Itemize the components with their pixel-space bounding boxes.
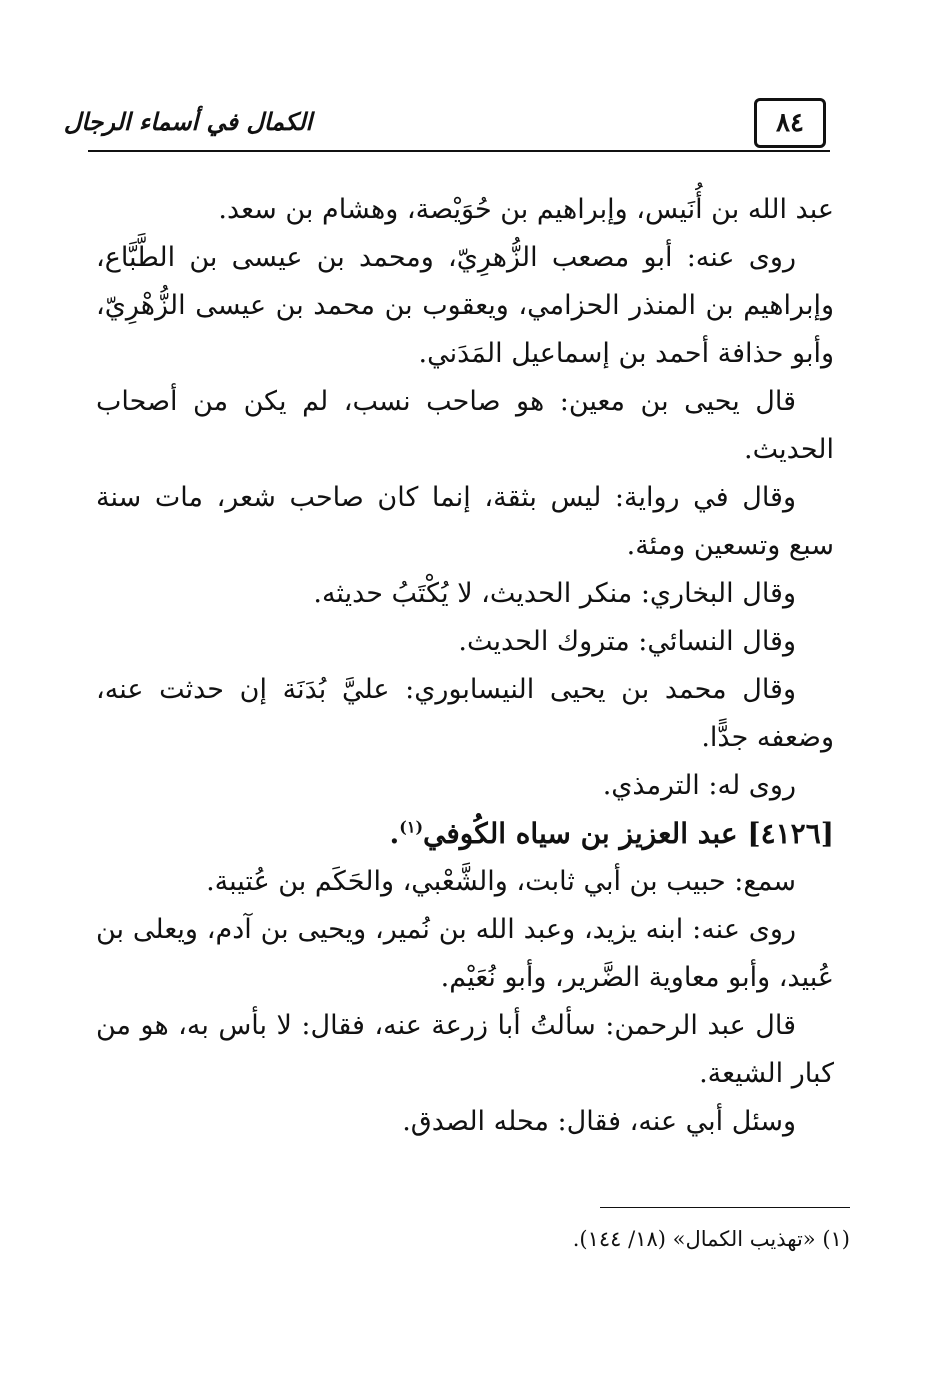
paragraph: وقال محمد بن يحيى النيسابوري: عليَّ بُدَنَة إن حدثت عنه، وضعفه جدًّا. — [96, 674, 834, 753]
paragraph: وسئل أبي عنه، فقال: محله الصدق. — [402, 1106, 796, 1137]
footnote-separator — [600, 1207, 850, 1208]
paragraph: روى له: الترمذي. — [602, 770, 796, 801]
book-title: الكمال في أسماء الرجال — [63, 106, 313, 136]
paragraph: قال عبد الرحمن: سألتُ أبا زرعة عنه، فقال: لا بأس به، هو من كبار الشيعة. — [96, 1010, 834, 1089]
footnote-reference[interactable]: (١) — [399, 817, 424, 837]
paragraph: عبد الله بن أُنَيس، وإبراهيم بن حُوَيْصة، وهشام بن سعد. — [218, 194, 834, 225]
page-number: ٨٤ — [754, 98, 826, 148]
entry-heading — [96, 810, 834, 858]
main-text — [96, 186, 834, 1146]
paragraph: وقال البخاري: منكر الحديث، لا يُكْتَبُ حديثه. — [313, 578, 796, 609]
footnote: (١) «تهذيب الكمال» (١٨/ ١٤٤). — [572, 1227, 850, 1251]
paragraph: روى عنه: أبو مصعب الزُّهرِيّ، ومحمد بن عيسى بن الطَّبَّاع، وإبراهيم بن المنذر الحزامي، ويعقوب بن محمد بن عيسى الزُّهْرِيّ، وأبو حذافة أحمد بن إسماعيل المَدَني. — [96, 242, 834, 369]
paragraph: سمع: حبيب بن أبي ثابت، والشَّعْبي، والحَكَم بن عُتيبة. — [206, 866, 796, 897]
paragraph: قال يحيى بن معين: هو صاحب نسب، لم يكن من أصحاب الحديث. — [96, 386, 834, 465]
page-header — [63, 92, 830, 156]
paragraph: روى عنه: ابنه يزيد، وعبد الله بن نُمير، ويحيى بن آدم، ويعلى بن عُبيد، وأبو معاوية الضَّرير، وأبو نُعَيْم. — [96, 914, 834, 993]
paragraph: وقال النسائي: متروك الحديث. — [458, 626, 796, 657]
entry-end: . — [389, 817, 400, 850]
header-rule — [88, 150, 830, 152]
paragraph: وقال في رواية: ليس بثقة، إنما كان صاحب شعر، مات سنة سبع وتسعين ومئة. — [96, 482, 834, 561]
entry-number: [٤١٢٦] — [747, 817, 834, 850]
entry-name: عبد العزيز بن سياه الكُوفي — [423, 817, 738, 850]
